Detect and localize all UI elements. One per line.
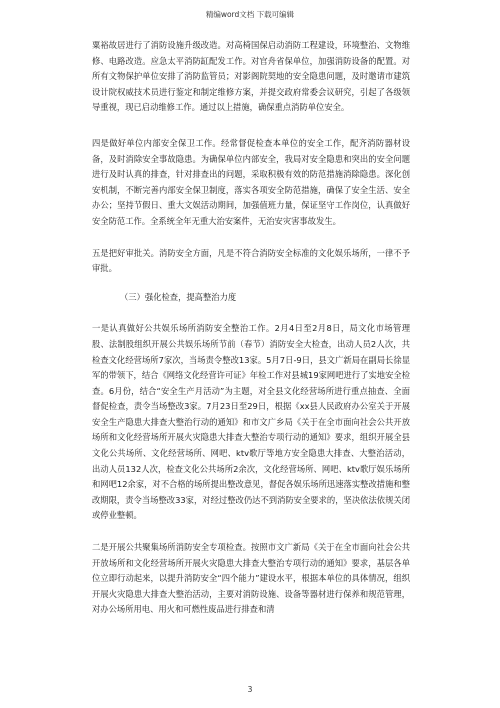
paragraph-entertainment-inspection: 一是认真做好公共娱乐场所消防安全整治工作。2月4日至2月8日，局文化市场管理股、法制股组织开展公共娱乐场所节前（春节）消防安全大检查，出动人员2人次，共检查文化经营场所7家次，当场责令整改13家。5月7日-9日，县文广新局在副局长徐显军的带领下，结合《网络文化经营许可证》年检工作对县城19家网吧进行了实地安全检查。6月份，结合“安全生产月活动”为主题，对全县文化经营场所进行重点抽查、全面督促检查，责令当场整改3家。7月23日至29日，根据《xx县人民政府办公室关于开展安全生产隐患大排查大整治行动的通知》和市文广乡局《关于在全市面向社会公共开放场所和文化经营场所开展火灾隐患大排查大整治专项行动的通知》要求，组织开展全县文化公共场所、文化经营场所、网吧、ktv歌厅等地方安全隐患大排查、大整治活动，出动人员132人次，检查文化公共场所2余次，文化经营场所、网吧、ktv歌厅娱乐场所和网吧12余家，对不合格的场所提出整改意见，督促各娱乐场所迅速落实整改措施和整改期限，责令当场整改33家，对经过整改仍达不到消防安全要求的，坚决依法依规关闭或停业整顿。: [92, 323, 410, 521]
document-body: [92, 38, 410, 618]
paragraph-public-venue-inspection: 二是开展公共聚集场所消防安全专项检查。按照市文广新局《关于在全市面向社会公共开放场所和文化经营场所开展火灾隐患大排查大整治专项行动的通知》要求，基层各单位立即行动起来，以提升消防安全“四个能力”建设水平，根据本单位的具体情况，组织开展火灾隐患大排查大整治活动，主要对消防设施、设备等器材进行保养和规范管理，对办公场所用电、用火和可燃性废品进行排查和清: [92, 542, 410, 615]
section-heading: （三）强化检查，提高整治力度: [120, 291, 237, 302]
page-number: 3: [247, 685, 253, 694]
paragraph-heritage-fire-safety: 粟裕故居进行了消防设施升级改造。对高椅国保启动消防工程建设，环境整治、文物维修、电路改造。应急太平消防缸配发工作。对官舟省保单位，加强消防设备的配置。对所有文物保护单位安排了消防监管员；对影阁院契地的安全隐患问题，及时邀请市建筑设计院权威技术员进行鉴定和制定维修方案，并提交政府常委会议研究，引起了各级领导重视，现已启动维修工作。通过以上措施，确保重点消防单位安全。: [92, 40, 410, 113]
paragraph-internal-security: 四是做好单位内部安全保卫工作。经常督促检查本单位的安全工作，配齐消防器材设备，及时消除安全事故隐患。为确保单位内部安全，我局对安全隐患和突出的安全问题进行及时认真的排查，针对排查出的问题，采取积极有效的防范措施消除隐患。深化创安机制，不断完善内部安全保卫制度，落实各项安全防范措施，确保了安全生活、安全办公；坚持节假日、重大文娱活动期间，加强值班力量，保证坚守工作岗位，认真做好安全防范工作。全系统全年无重大治安案件，无治安灾害事故发生。: [92, 137, 410, 226]
page-header: 精编word文档 下载可编辑: [205, 10, 295, 19]
paragraph-approval: 五是把好审批关。消防安全方面，凡是不符合消防安全标准的文化娱乐场所，一律不予审批。: [92, 247, 410, 274]
